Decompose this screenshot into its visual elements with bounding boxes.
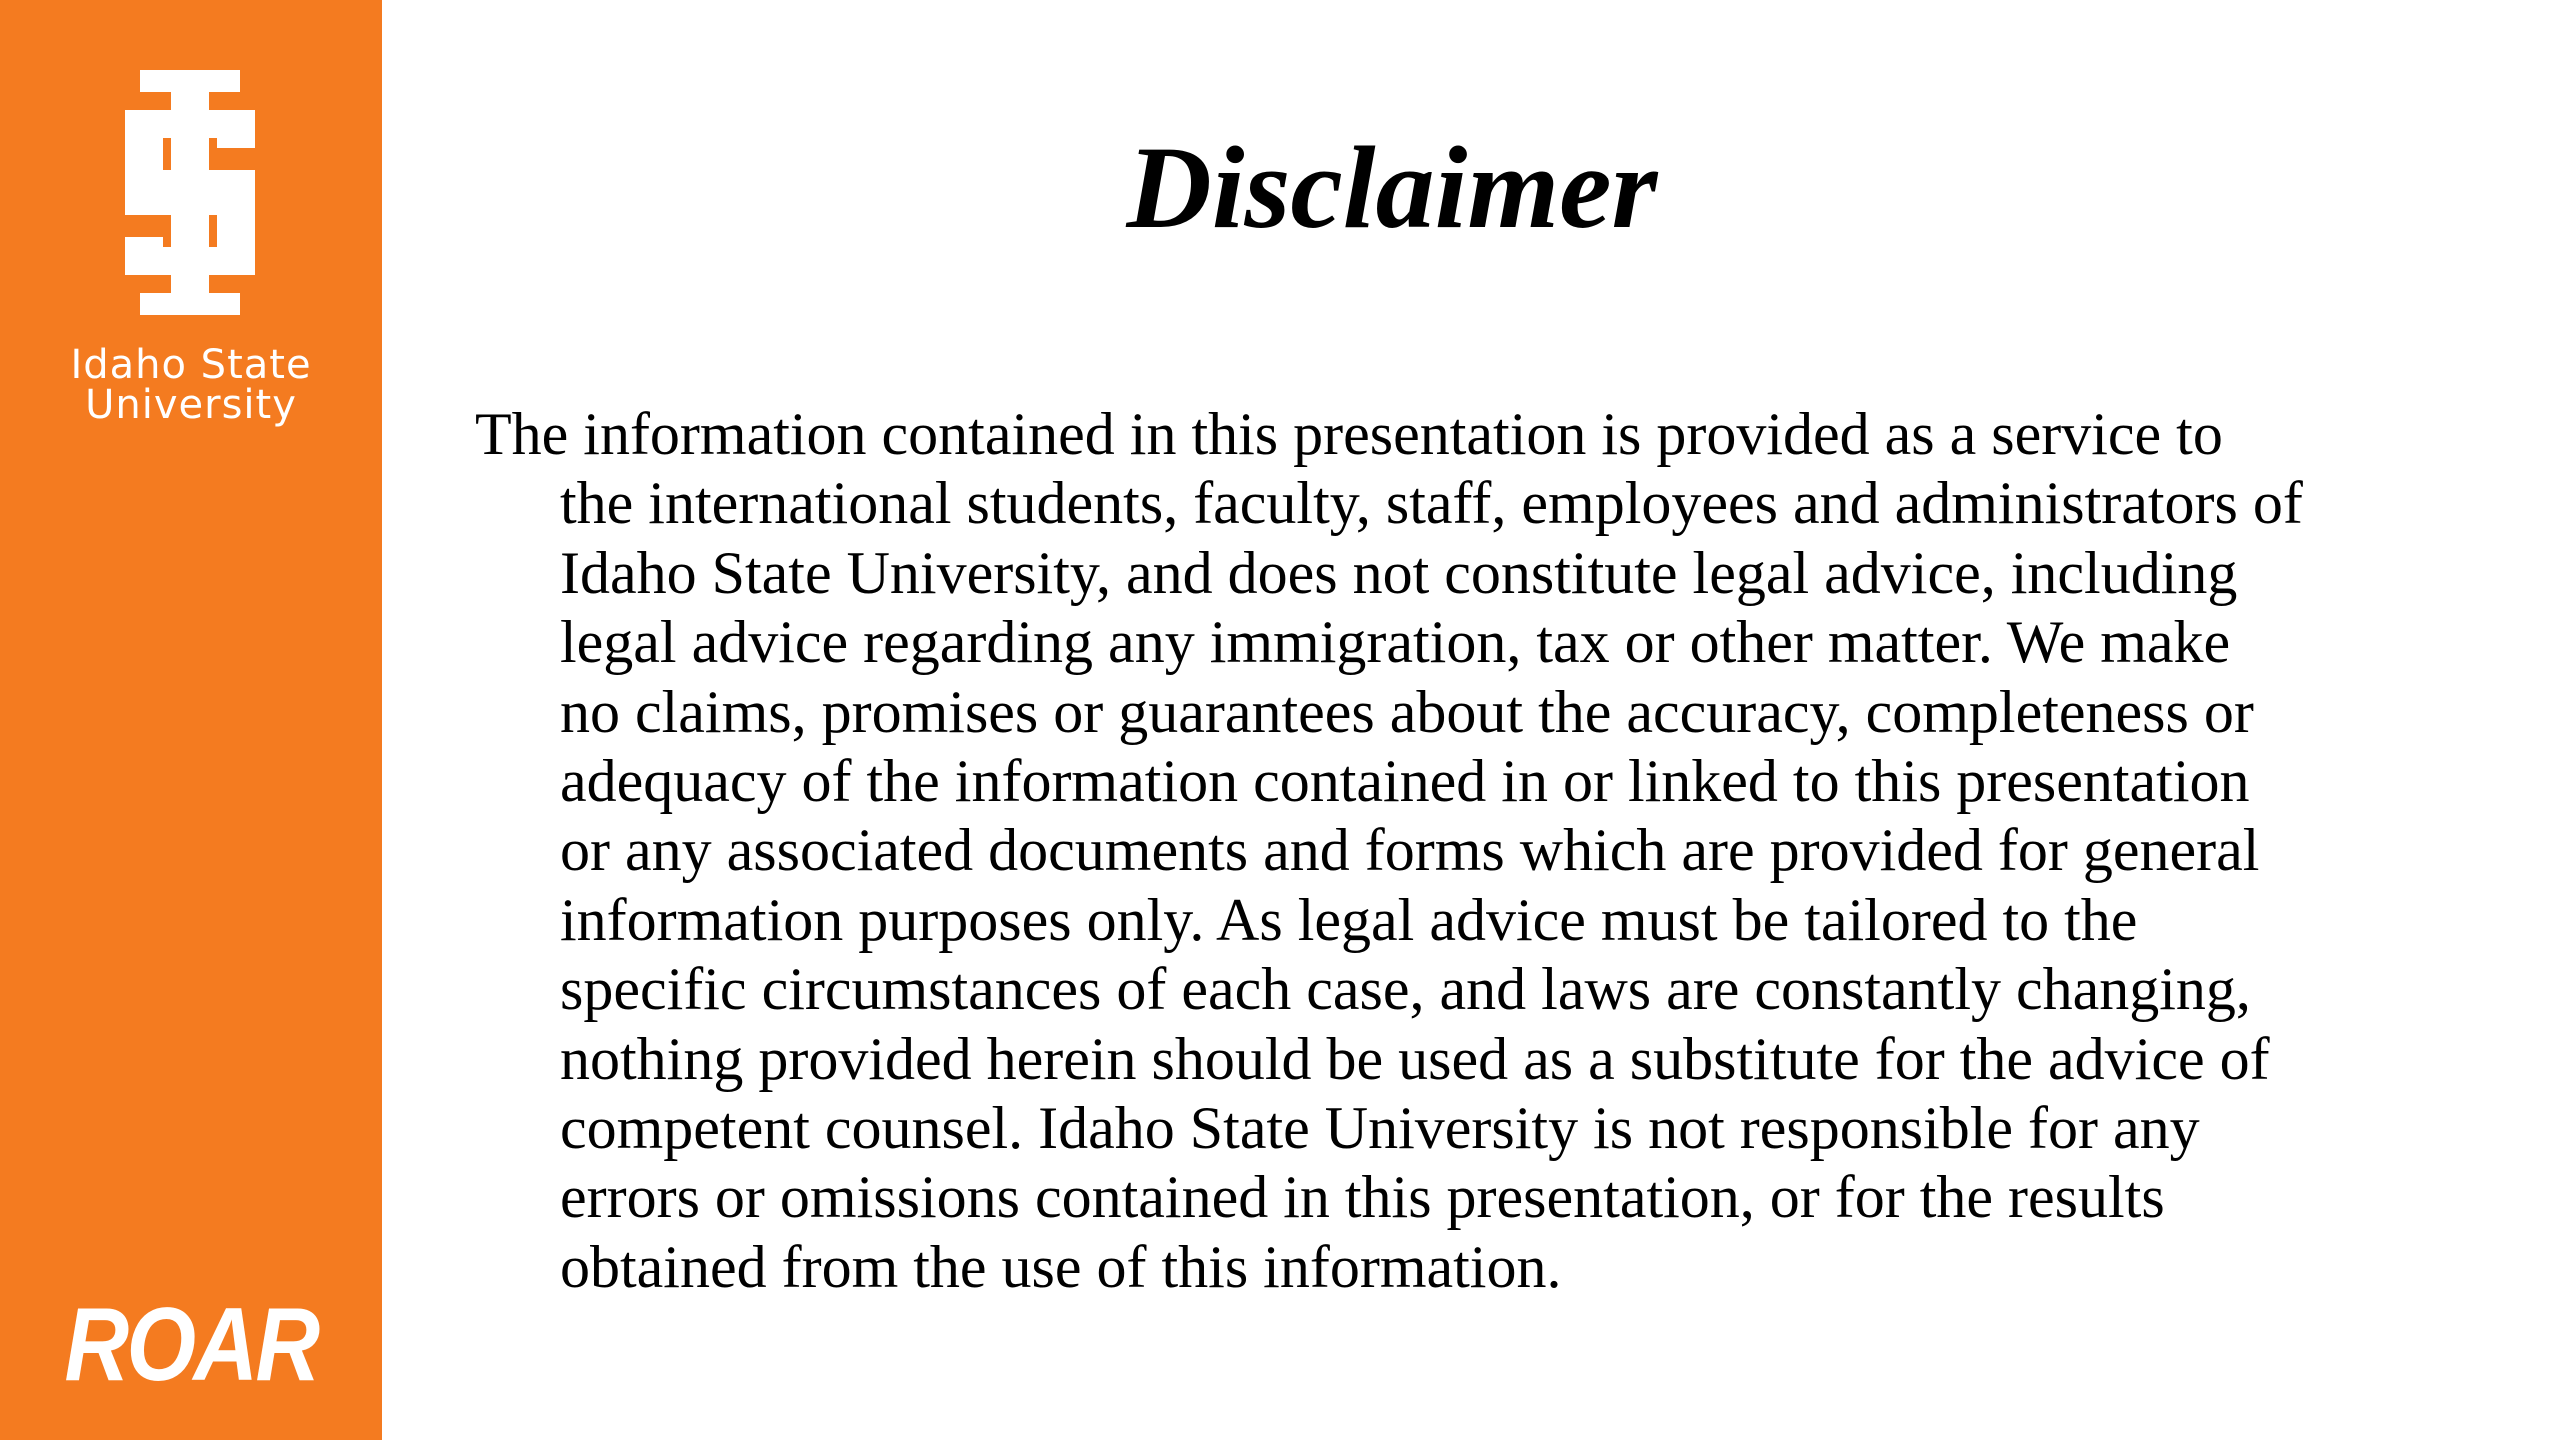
isu-logo-icon <box>105 70 275 315</box>
disclaimer-body <box>475 400 2440 1302</box>
disclaimer-line: competent counsel. Idaho State University is not responsible for any <box>560 1095 2200 1162</box>
disclaimer-line: Idaho State University, and does not constitute legal advice, including <box>560 539 2238 606</box>
university-wordmark <box>0 342 382 428</box>
disclaimer-line: obtained from the use of this information. <box>560 1233 1562 1300</box>
disclaimer-line: information purposes only. As legal advice must be tailored to the <box>560 886 2138 953</box>
roar-tagline: ROAR <box>64 1287 318 1403</box>
disclaimer-line: The information contained in this presentation is provided as a service to <box>475 401 2223 467</box>
brand-sidebar <box>0 0 382 1440</box>
slide-title: Disclaimer <box>1126 122 1658 253</box>
disclaimer-line: or any associated documents and forms which are provided for general <box>560 817 2260 884</box>
disclaimer-line: no claims, promises or guarantees about the accuracy, completeness or <box>560 678 2254 745</box>
disclaimer-line: adequacy of the information contained in or linked to this presentation <box>560 748 2250 815</box>
disclaimer-line: legal advice regarding any immigration, tax or other matter. We make <box>560 609 2231 676</box>
university-name-line1: Idaho State <box>70 342 312 388</box>
university-name-line2: University <box>85 382 297 428</box>
disclaimer-line: nothing provided herein should be used as a substitute for the advice of <box>560 1025 2270 1092</box>
disclaimer-line: specific circumstances of each case, and laws are constantly changing, <box>560 956 2251 1023</box>
disclaimer-line: the international students, faculty, staff, employees and administrators of <box>560 470 2303 537</box>
disclaimer-line: errors or omissions contained in this presentation, or for the results <box>560 1164 2165 1231</box>
